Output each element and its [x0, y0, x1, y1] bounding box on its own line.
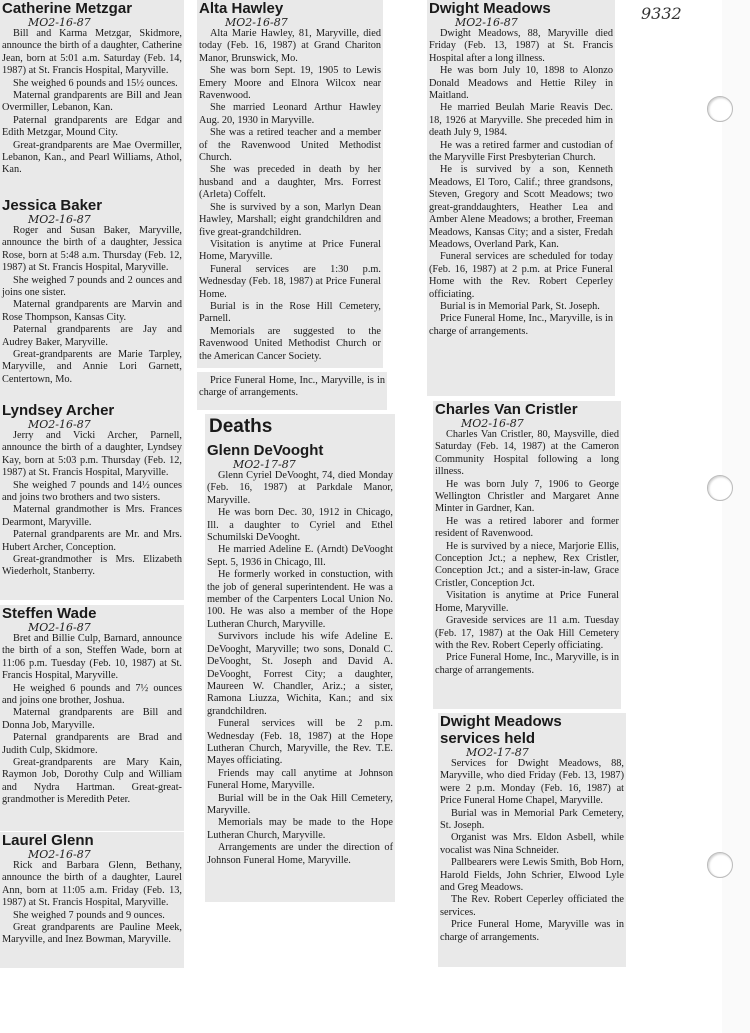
- paragraph: Price Funeral Home, Inc., Maryville, is in charge of arrangements.: [429, 313, 613, 337]
- paragraph: Maternal grandparents are Bill and Donna Job, Maryville.: [2, 707, 182, 731]
- paragraph: Paternal grandparents are Brad and Judith Culp, Skidmore.: [2, 732, 182, 756]
- paragraph: She was preceded in death by her husband and a daughter, Mrs. Forrest (Arleta) Coffelt.: [199, 164, 381, 201]
- headline: Glenn DeVooght: [207, 442, 324, 459]
- paragraph: Price Funeral Home, Inc., Maryville, is in charge of arrangements.: [199, 375, 385, 399]
- paragraph: Services for Dwight Meadows, 88, Maryville, who died Friday (Feb. 13, 1987) were 2 p.m. Monday (Feb. 16, 1987) at Price Funeral Home Chapel, Maryville.: [440, 758, 624, 807]
- clipping-hawley-footer: [197, 372, 387, 410]
- paragraph: He married Adeline E. (Arndt) DeVooght Sept. 5, 1936 in Chicago, Ill.: [207, 544, 393, 568]
- handwritten-date: MO2-16-87: [461, 417, 524, 430]
- paragraph: Maternal grandmother is Mrs. Frances Dearmont, Maryville.: [2, 504, 182, 528]
- headline: Laurel Glenn: [2, 832, 94, 849]
- paragraph: Dwight Meadows, 88, Maryville died Friday (Feb. 13, 1987) at St. Francis Hospital after a long illness.: [429, 28, 613, 64]
- handwritten-date: MO2-16-87: [28, 848, 91, 861]
- handwritten-date: MO2-16-87: [455, 16, 518, 29]
- paragraph: Graveside services are 11 a.m. Tuesday (Feb. 17, 1987) at the Oak Hill Cemetery with the Rev. Robert Ceperly officiating.: [435, 615, 619, 651]
- paragraph: Charles Van Cristler, 80, Maysville, died Saturday (Feb. 14, 1987) at the Cameron Community Hospital following a long illness.: [435, 429, 619, 478]
- paragraph: Great-grandparents are Marie Tarpley, Maryville, and Annie Lori Garnett, Centertown, Mo.: [2, 349, 182, 385]
- paragraph: Glenn Cyriel DeVooght, 74, died Monday (Feb. 16, 1987) at Parkdale Manor, Maryville.: [207, 470, 393, 506]
- clipping-obituary-cristler: [433, 401, 621, 709]
- clipping-birth-glenn: [0, 832, 184, 968]
- page-number: 9332: [641, 4, 682, 23]
- punch-hole: [707, 475, 733, 501]
- paragraph: Burial will be in the Oak Hill Cemetery, Maryville.: [207, 792, 393, 816]
- paragraph: She was a retired teacher and a member of the Ravenwood United Methodist Church.: [199, 127, 381, 164]
- handwritten-date: MO2-16-87: [28, 621, 91, 634]
- handwritten-date: MO2-16-87: [225, 16, 288, 29]
- paragraph: He married Beulah Marie Reavis Dec. 18, 1926 at Maryville. She preceded him in death July 9, 1984.: [429, 102, 613, 139]
- paragraph: He was a retired farmer and custodian of the Maryville First Presbyterian Church.: [429, 139, 613, 164]
- paragraph: Burial was in Memorial Park Cemetery, St. Joseph.: [440, 807, 624, 832]
- paragraph: Funeral services will be 2 p.m. Wednesday (Feb. 18, 1987) at the Hope Lutheran Church, Maryville, the Rev. T.E. Mayes officiating.: [207, 718, 393, 767]
- clipping-birth-metzgar: [0, 0, 184, 204]
- paragraph: She weighed 7 pounds and 9 ounces.: [13, 909, 165, 921]
- paragraph: He weighed 6 pounds and 7½ ounces and joins one brother, Joshua.: [2, 682, 182, 707]
- paragraph: Funeral services are 1:30 p.m. Wednesday (Feb. 18, 1987) at Price Funeral Home.: [199, 263, 381, 300]
- punch-hole: [707, 852, 733, 878]
- handwritten-date: MO2-17-87: [233, 458, 296, 471]
- paragraph: Rick and Barbara Glenn, Bethany, announce the birth of a daughter, Laurel Ann, born at 11:05 a.m. Friday (Feb. 13, 1987) at St. Francis Hospital, Maryville.: [2, 860, 182, 909]
- punch-hole: [707, 96, 733, 122]
- headline: Jessica Baker: [2, 197, 103, 214]
- paragraph: Paternal grandparents are Edgar and Edith Metzgar, Mound City.: [2, 114, 182, 139]
- headline: Steffen Wade: [2, 605, 97, 622]
- paragraph: She weighed 6 pounds and 15½ ounces.: [13, 77, 178, 89]
- paragraph: The Rev. Robert Ceperley officiated the services.: [440, 894, 624, 918]
- paragraph: Memorials may be made to the Hope Lutheran Church, Maryville.: [207, 817, 393, 841]
- paragraph: Paternal grandparents are Jay and Audrey Baker, Maryville.: [2, 324, 182, 348]
- paragraph: Alta Marie Hawley, 81, Maryville, died today (Feb. 16, 1987) at Grand Chariton Manor, Brunswick, Mo.: [199, 28, 381, 64]
- paragraph: Visitation is anytime at Price Funeral Home, Maryville.: [199, 238, 381, 263]
- headline: Dwight Meadows: [429, 0, 551, 17]
- paragraph: Burial is in the Rose Hill Cemetery, Parnell.: [199, 300, 381, 325]
- paragraph: Great-grandmother is Mrs. Elizabeth Wiederholt, Stanberry.: [2, 554, 182, 578]
- paragraph: Great grandparents are Pauline Meek, Maryville, and Inez Bowman, Maryville.: [2, 922, 182, 946]
- paragraph: He formerly worked in constuction, with the job of general superintendent. He was a member of the Carpenters Local Union No. 100. He was also a member of the Hope Lutheran Church, Maryville.: [207, 569, 393, 630]
- paragraph: Pallbearers were Lewis Smith, Bob Horn, Harold Fields, John Schrier, Elwood Lyle and Greg Meadows.: [440, 857, 624, 894]
- headline: Alta Hawley: [199, 0, 284, 17]
- paragraph: He was born July 10, 1898 to Alonzo Donald Meadows and Hettie Riley in Maitland.: [429, 65, 613, 102]
- paragraph: Jerry and Vicki Archer, Parnell, announce the birth of a daughter, Lyndsey Kay, born at 5:03 p.m. Thursday (Feb. 12, 1987) at St. Francis Hospital, Maryville.: [2, 430, 182, 479]
- paragraph: She weighed 7 pounds and 14½ ounces and joins two brothers and two sisters.: [2, 479, 182, 504]
- paragraph: Paternal grandparents are Mr. and Mrs. Hubert Archer, Conception.: [2, 529, 182, 553]
- paragraph: Burial is in Memorial Park, St. Joseph.: [440, 300, 600, 312]
- clipping-birth-wade: [0, 605, 184, 831]
- paragraph: He was a retired laborer and former resident of Ravenwood.: [435, 515, 619, 540]
- paragraph: Bill and Karma Metzgar, Skidmore, announce the birth of a daughter, Catherine Jean, born at 5:01 a.m. Saturday (Feb. 14, 1987) at St. Francis Hospital, Maryville.: [2, 28, 182, 77]
- paragraph: He was born Dec. 30, 1912 in Chicago, Ill. a daughter to Cyriel and Ethel Schumilski DeVooght.: [207, 507, 393, 544]
- clipping-meadows-services: [438, 713, 626, 967]
- paragraph: Roger and Susan Baker, Maryville, announce the birth of a daughter, Jessica Rose, born at 5:48 a.m. Thursday (Feb. 12, 1987) at St. Francis Hospital, Maryville.: [2, 225, 182, 274]
- clipping-birth-baker: [0, 197, 184, 403]
- paragraph: Funeral services are scheduled for today (Feb. 16, 1987) at 2 p.m. at Price Funeral Home with the Rev. Robert Ceperley officiating.: [429, 251, 613, 300]
- paragraph: He is survived by a niece, Marjorie Ellis, Conception Jct.; a nephew, Rex Cristler, Conception Jct.; and a sister-in-law, Grace Cristler, Conception Jct.: [435, 540, 619, 589]
- deaths-section-heading: Deaths: [209, 416, 273, 437]
- paragraph: Great-grandparents are Mae Overmiller, Lebanon, Kan., and Pearl Williams, Athol, Kan.: [2, 139, 182, 176]
- handwritten-date: MO2-16-87: [28, 418, 91, 431]
- paragraph: Great-grandparents are Mary Kain, Raymon Job, Dorothy Culp and William and Nydra Hartman. Great-great-grandmother is Meredith Peter.: [2, 757, 182, 806]
- handwritten-date: MO2-16-87: [28, 16, 91, 29]
- paragraph: Price Funeral Home, Maryville was in charge of arrangements.: [440, 919, 624, 943]
- paragraph: She is survived by a son, Marlyn Dean Hawley, Marshall; eight grandchildren and five great-grandchildren.: [199, 201, 381, 238]
- paragraph: Visitation is anytime at Price Funeral Home, Maryville.: [435, 590, 619, 614]
- paragraph: Memorials are suggested to the Ravenwood United Methodist Church or the American Cancer Society.: [199, 325, 381, 362]
- paragraph: Price Funeral Home, Inc., Maryville, is in charge of arrangements.: [435, 652, 619, 676]
- paragraph: Bret and Billie Culp, Barnard, announce the birth of a son, Steffen Wade, born at 11:06 p.m. Tuesday (Feb. 10, 1987) at St. Francis Hospital, Maryville.: [2, 633, 182, 682]
- paragraph: Friends may call anytime at Johnson Funeral Home, Maryville.: [207, 767, 393, 792]
- paragraph: She was born Sept. 19, 1905 to Lewis Emery Moore and Elnora Wilcox near Ravenwood.: [199, 65, 381, 102]
- paragraph: Maternal grandparents are Marvin and Rose Thompson, Kansas City.: [2, 299, 182, 323]
- paragraph: She weighed 7 pounds and 2 ounces and joins one sister.: [2, 274, 182, 299]
- paragraph: Organist was Mrs. Eldon Asbell, while vocalist was Nina Schneider.: [440, 832, 624, 856]
- headline: Catherine Metzgar: [2, 0, 133, 17]
- paragraph: He is survived by a son, Kenneth Meadows, El Toro, Calif.; three grandsons, Steven, Gregory and Scott Meadows; two great-granddaughters, Heather Lea and Amber Alene Meadows; a brother, Freeman Meadows, Kansas City; and a sister, Fredah Meadows, Overland Park, Kan.: [429, 164, 613, 250]
- headline: services held: [440, 730, 536, 747]
- handwritten-date: MO2-16-87: [28, 213, 91, 226]
- clipping-obituary-hawley: [197, 0, 383, 368]
- paragraph: He was born July 7, 1906 to George Wellington Christler and Margaret Anne Minter in Gardner, Kan.: [435, 478, 619, 515]
- clipping-obituary-meadows: [427, 0, 615, 396]
- clipping-birth-archer: [0, 402, 184, 600]
- headline: Lyndsey Archer: [2, 402, 115, 419]
- paragraph: Survivors include his wife Adeline E. DeVooght, Maryville; two sons, Donald C. DeVooght, St. Joseph and David A. DeVooght, Forrest City; a daughter, Maureen W. Chandler, Ariz.; a sister, Ramona Liuzza, Wichita, Kan.; and six grandchildren.: [207, 631, 393, 717]
- paragraph: She married Leonard Arthur Hawley Aug. 20, 1930 in Maryville.: [199, 102, 381, 126]
- headline: Charles Van Cristler: [435, 401, 578, 418]
- paragraph: Maternal grandparents are Bill and Jean Overmiller, Lebanon, Kan.: [2, 90, 182, 114]
- paragraph: Arrangements are under the direction of Johnson Funeral Home, Maryville.: [207, 842, 393, 866]
- clipping-obituary-devooght: [205, 414, 395, 902]
- headline: Dwight Meadows: [440, 713, 562, 730]
- handwritten-date: MO2-17-87: [466, 746, 529, 759]
